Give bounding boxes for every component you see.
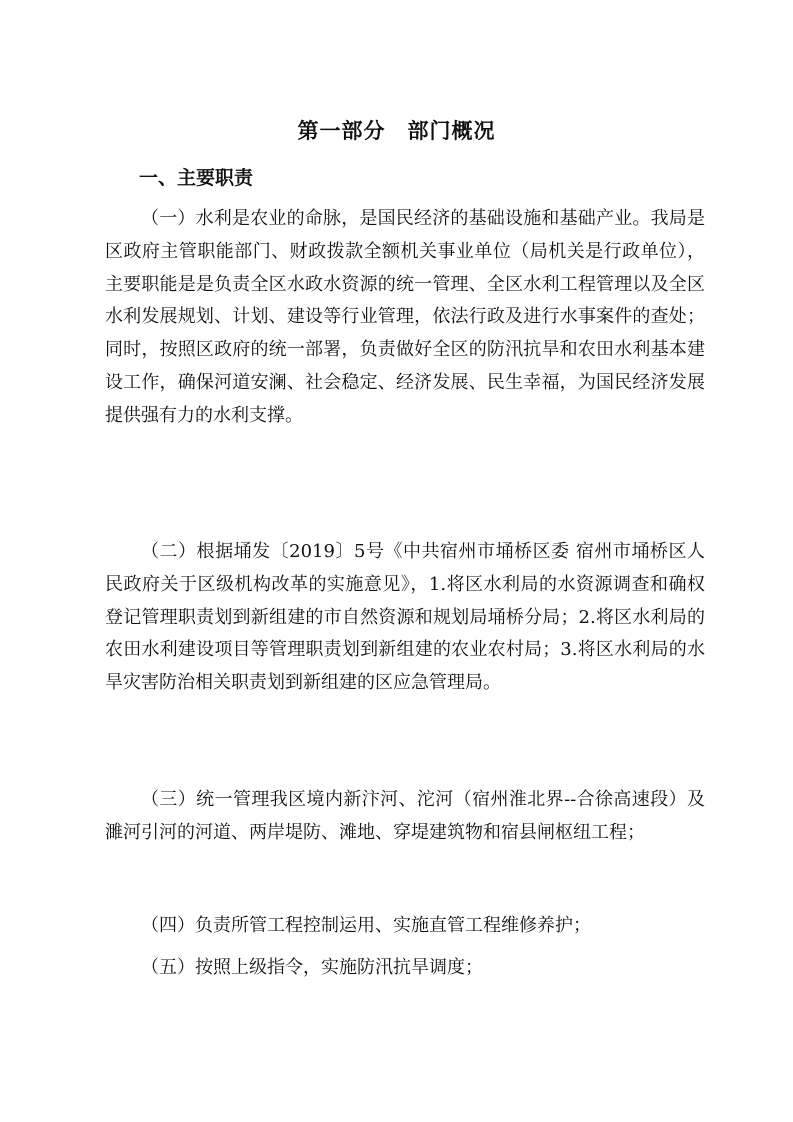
paragraph-duty-4: （四）负责所管工程控制运用、实施直管工程维修养护； xyxy=(141,915,591,936)
paragraph-duty-1: （一）水利是农业的命脉，是国民经济的基础设施和基础产业。我局是区政府主管职能部门、财政拨款全额机关事业单位（局机关是行政单位），主要职能是是负责全区水政水资源的统一管理、全区水利工程管理以及全区水利发展规划、计划、建设等行业管理，依法行政及进行水事案件的查处；同时，按照区政府的统一部署，负责做好全区的防汛抗旱和农田水利基本建设工作，确保河道安澜、社会稳定、经济发展、民生幸福，为国民经济发展提供强有力的水利支撑。 xyxy=(105,208,705,426)
paragraph-duty-2: （二）根据埇发〔2019〕5号《中共宿州市埇桥区委 宿州市埇桥区人民政府关于区级机构改革的实施意见》，1.将区水利局的水资源调查和确权登记管理职责划到新组建的市自然资源和规划局埇桥分局；2.将区水利局的农田水利建设项目等管理职责划到新组建的农业农村局；3.将区水利局的水旱灾害防治相关职责划到新组建的区应急管理局。 xyxy=(105,541,705,694)
paragraph-duty-3: （三）统一管理我区境内新汴河、沱河（宿州淮北界--合徐高速段）及濉河引河的河道、两岸堤防、滩地、穿堤建筑物和宿县闸枢纽工程； xyxy=(105,789,705,843)
paragraph-duty-5: （五）按照上级指令，实施防汛抗旱调度； xyxy=(141,957,483,978)
section-heading: 一、主要职责 xyxy=(139,167,254,189)
page-title: 第一部分 部门概况 xyxy=(297,119,496,143)
